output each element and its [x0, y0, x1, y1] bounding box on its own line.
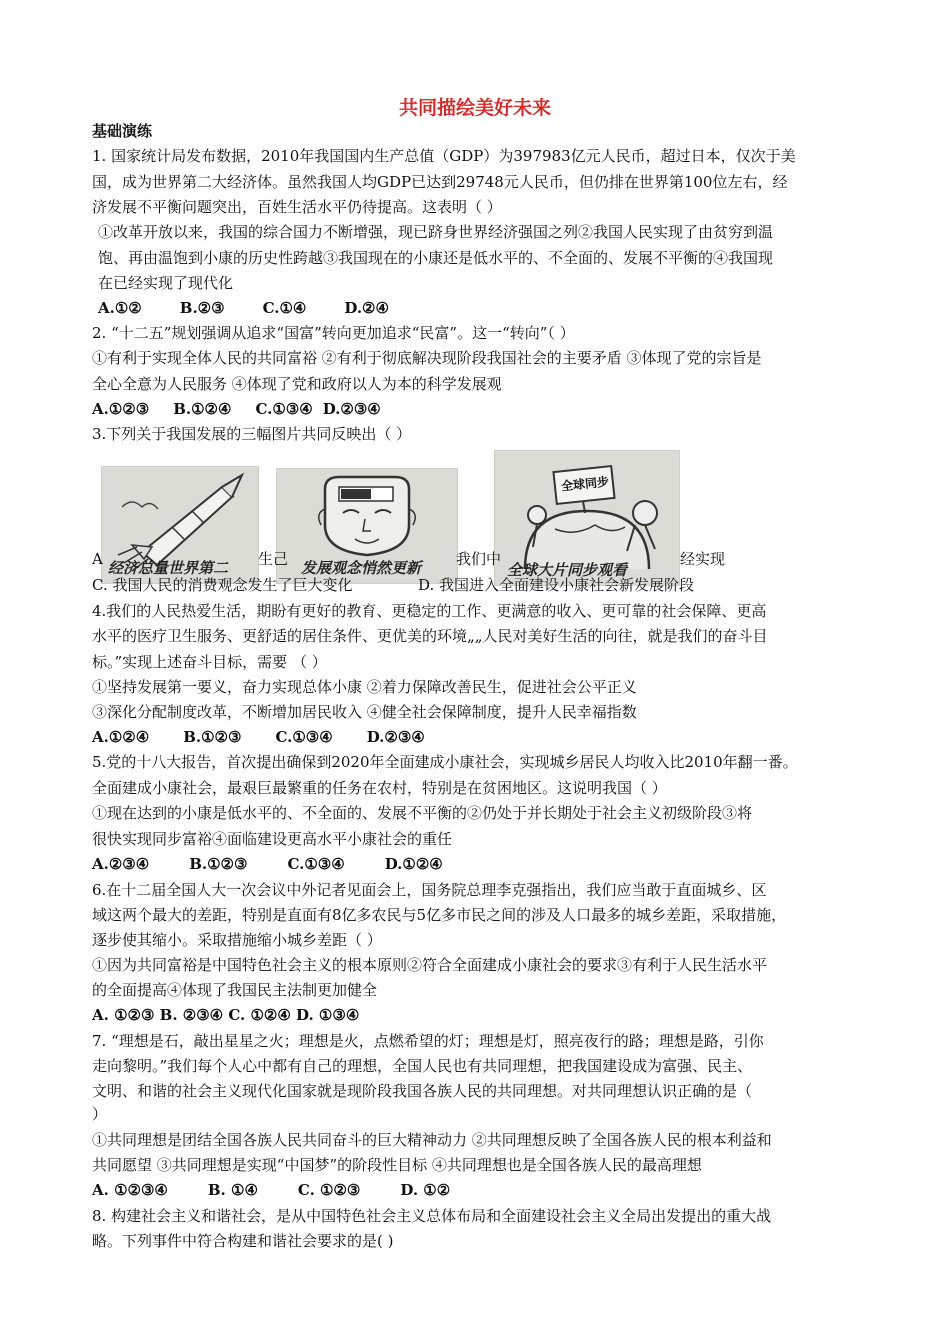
q1-line-1: 1. 国家统计局发布数据，2010年我国国内生产总值（GDP）为397983亿元人民币，超过日本，仅次于美 [92, 147, 796, 165]
q6-line-1: 6.在十二届全国人大一次会议中外记者见面会上，国务院总理李克强指出，我们应当敢于直面城乡、区 [92, 881, 767, 899]
screen-label: 全球同步 [560, 474, 610, 494]
q2-option-d[interactable]: D.②③④ [322, 400, 381, 418]
q4-line-3: 标。”实现上述奋斗目标，需要 （ ） [92, 653, 327, 671]
q2-option-c[interactable]: C.①③④ [255, 400, 313, 418]
q1-line-2: 国，成为世界第二大经济体。虽然我国人均GDP已达到29748元人民币，但仍排在世界第100位左右，经 [92, 173, 788, 191]
q3-fragment-mid1: 生己 [258, 550, 289, 568]
q8-line-1: 8. 构建社会主义和谐社会，是从中国特色社会主义总体布局和全面建设社会主义全局出发提出的重大战 [92, 1207, 772, 1225]
q6-line-4: ①因为共同富裕是中国特色社会主义的根本原则②符合全面建成小康社会的要求③有利于人民生活水平 [92, 956, 768, 974]
q7-line-4: ） [92, 1105, 108, 1123]
section-heading: 基础演练 [92, 122, 153, 140]
q5-line-2: 全面建成小康社会，最艰巨最繁重的任务在农村，特别是在贫困地区。这说明我国（ ） [92, 779, 667, 797]
q6-line-5: 的全面提高④体现了我国民主法制更加健全 [92, 981, 378, 999]
q4-line-4: ①坚持发展第一要义，奋力实现总体小康 ②着力保障改善民生，促进社会公平正义 [92, 678, 637, 696]
q6-options[interactable]: A. ①②③ B. ②③④ C. ①②④ D. ①③④ [92, 1006, 360, 1024]
q2-option-a[interactable]: A.①②③ [92, 400, 150, 418]
q1-line-3: 济发展不平衡问题突出，百姓生活水平仍待提高。这表明（ ） [92, 198, 502, 216]
q1-option-a[interactable]: A.①② [98, 299, 142, 317]
q1-option-d[interactable]: D.②④ [344, 299, 389, 317]
q7-option-c[interactable]: C. ①②③ [297, 1181, 361, 1199]
q7-line-3: 文明、和谐的社会主义现代化国家就是现阶段我国各族人民的共同理想。对共同理想认识正确的是（ [92, 1082, 753, 1100]
q4-line-1: 4.我们的人民热爱生活，期盼有更好的教育、更稳定的工作、更满意的收入、更可靠的社会保障、更高 [92, 602, 767, 620]
q5-line-4: 很快实现同步富裕④面临建设更高水平小康社会的重任 [92, 830, 453, 848]
q2-line-1: 2. “十二五”规划强调从追求“国富”转向更加追求“民富”。这一“转向”（ ） [92, 324, 575, 342]
q3-fragment-mid2: 我们中 [456, 550, 502, 568]
q7-line-1: 7. “理想是石，敲出星星之火；理想是火，点燃希望的灯；理想是灯，照亮夜行的路；理想是路，引你 [92, 1032, 764, 1050]
q4-option-b[interactable]: B.①②③ [183, 728, 242, 746]
q5-line-3: ①现在达到的小康是低水平的、不全面的、发展不平衡的②仍处于并长期处于社会主义初级阶段③将 [92, 804, 753, 822]
q5-option-d[interactable]: D.①②④ [384, 855, 443, 873]
q5-option-c[interactable]: C.①③④ [287, 855, 345, 873]
q7-line-2: 走向黎明。”我们每个人心中都有自己的理想，全国人民也有共同理想，把我国建设成为富强、民主、 [92, 1057, 753, 1075]
q1-line-5: 饱、再由温饱到小康的历史性跨越③我国现在的小康还是低水平的、不全面的、发展不平衡的④我国现 [98, 249, 774, 267]
q7-option-a[interactable]: A. ①②③④ [92, 1181, 168, 1199]
q6-line-3: 逐步使其缩小。采取措施缩小城乡差距（ ） [92, 931, 382, 949]
q8-line-2: 略。下列事件中符合构建和谐社会要求的是( ) [92, 1232, 394, 1250]
q6-line-2: 域这两个最大的差距，特别是直面有8亿多农民与5亿多市民之间的涉及人口最多的城乡差距，采取措施， [92, 906, 787, 924]
q4-option-d[interactable]: D.②③④ [366, 728, 425, 746]
q5-option-a[interactable]: A.②③④ [92, 855, 150, 873]
q2-option-b[interactable]: B.①②④ [173, 400, 232, 418]
picture-caption-1: 经济总量世界第二 [108, 559, 229, 577]
q4-line-2: 水平的医疗卫生服务、更舒适的居住条件、更优美的环境„„人民对美好生活的向往，就是我们的奋斗目 [92, 627, 768, 645]
q3-option-a-fragment: A [92, 550, 103, 568]
q5-options [92, 854, 443, 874]
picture-caption-3: 全球大片同步观看 [507, 561, 628, 579]
q7-line-5: ①共同理想是团结全国各族人民共同奋斗的巨大精神动力 ②共同理想反映了全国各族人民的根本利益和 [92, 1131, 772, 1149]
q3-fragment-right: 经实现 [680, 550, 726, 568]
q7-option-b[interactable]: B. ①④ [207, 1181, 258, 1199]
q7-line-6: 共同愿望 ③共同理想是实现“中国梦”的阶段性目标 ④共同理想也是全国各族人民的最高理想 [92, 1156, 702, 1174]
q1-option-b[interactable]: B.②③ [179, 299, 225, 317]
q4-option-a[interactable]: A.①②④ [92, 728, 150, 746]
globe-picture [494, 450, 680, 586]
q1-option-c[interactable]: C.①④ [262, 299, 307, 317]
q1-line-4: ①改革开放以来，我国的综合国力不断增强，现已跻身世界经济强国之列②我国人民实现了由贫穷到温 [98, 223, 774, 241]
q5-line-1: 5.党的十八大报告，首次提出确保到2020年全面建成小康社会，实现城乡居民人均收入比2010年翻一番。 [92, 753, 798, 771]
head-picture [276, 468, 458, 584]
q3-option-d[interactable]: D. 我国进入全面建设小康社会新发展阶段 [418, 576, 695, 594]
q2-options [92, 399, 381, 419]
q7-option-d[interactable]: D. ①② [400, 1181, 451, 1199]
q1-line-6: 在已经实现了现代化 [98, 274, 234, 292]
q4-line-5: ③深化分配制度改革，不断增加居民收入 ④健全社会保障制度，提升人民幸福指数 [92, 703, 637, 721]
q3-option-c[interactable]: C. 我国人民的消费观念发生了巨大变化 [92, 576, 353, 594]
rocket-picture [101, 466, 259, 584]
page-title: 共同描绘美好未来 [398, 97, 551, 119]
q1-options [98, 298, 427, 318]
picture-caption-2: 发展观念悄然更新 [301, 559, 422, 577]
q4-options [92, 727, 425, 747]
q3-line-1: 3.下列关于我国发展的三幅图片共同反映出（ ） [92, 425, 412, 443]
q2-line-3: 全心全意为人民服务 ④体现了党和政府以人为本的科学发展观 [92, 375, 502, 393]
q7-options [92, 1180, 450, 1200]
q5-option-b[interactable]: B.①②③ [189, 855, 248, 873]
q2-line-2: ①有利于实现全体人民的共同富裕 ②有利于彻底解决现阶段我国社会的主要矛盾 ③体现了党的宗旨是 [92, 349, 762, 367]
q4-option-c[interactable]: C.①③④ [275, 728, 333, 746]
